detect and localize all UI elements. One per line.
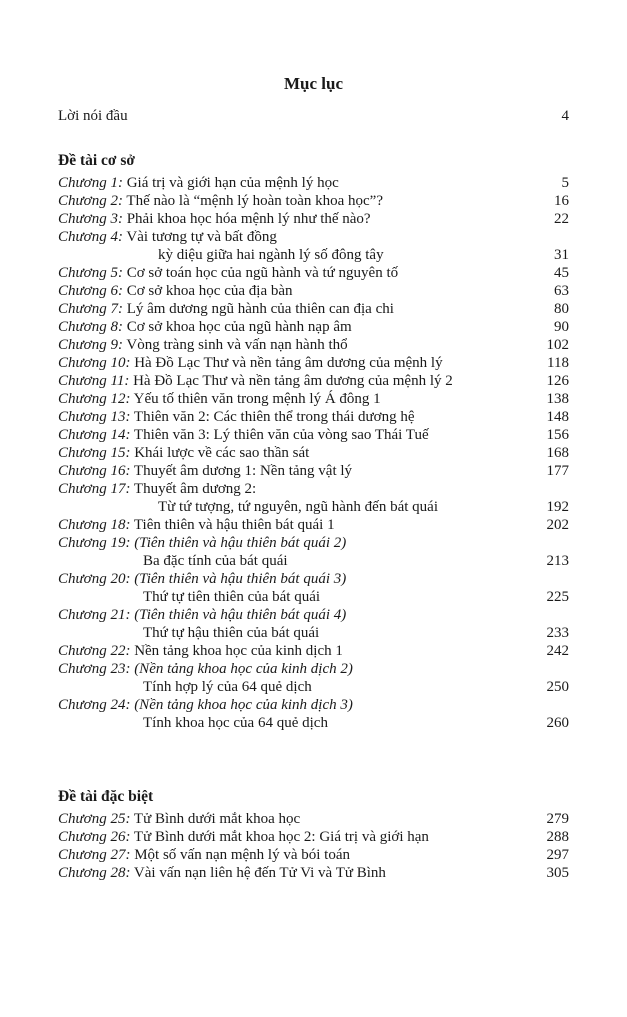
chapter-page: 45 <box>554 265 569 281</box>
chapter-number: Chương 12: <box>58 391 131 407</box>
chapter-number: Chương 22: <box>58 643 131 659</box>
toc-entry <box>58 372 569 390</box>
chapter-title: (Tiên thiên và hậu thiên bát quái 3) <box>134 571 347 587</box>
chapter-title: Lý âm dương ngũ hành của thiên can địa chi <box>126 301 394 317</box>
chapter-page: 138 <box>546 391 569 407</box>
toc-entry <box>58 210 569 228</box>
chapter-number: Chương 25: <box>58 811 131 827</box>
toc-entry <box>58 660 569 678</box>
chapter-page: 31 <box>554 247 569 263</box>
foreword-entry <box>58 107 569 125</box>
chapter-page: 16 <box>554 193 569 209</box>
toc-entry <box>58 426 569 444</box>
chapter-number: Chương 18: <box>58 517 131 533</box>
toc-entry <box>58 810 569 828</box>
chapter-title: Thiên văn 2: Các thiên thể trong thái dương hệ <box>133 409 415 425</box>
chapter-title: Tiên thiên và hậu thiên bát quái 1 <box>133 517 335 533</box>
chapter-number: Chương 6: <box>58 283 123 299</box>
toc-entry <box>58 864 569 882</box>
chapter-title: Cơ sở khoa học của ngũ hành nạp âm <box>126 319 352 335</box>
toc-entry-continuation <box>58 498 569 516</box>
chapter-number: Chương 26: <box>58 829 131 845</box>
chapter-number: Chương 1: <box>58 175 123 191</box>
chapter-title: Tử Bình dưới mắt khoa học <box>133 811 301 827</box>
toc-entry <box>58 300 569 318</box>
chapter-number: Chương 17: <box>58 481 131 497</box>
toc-entry <box>58 534 569 552</box>
section-heading-special: Đề tài đặc biệt <box>58 788 154 805</box>
chapter-page: 22 <box>554 211 569 227</box>
chapter-title: Thuyết âm dương 1: Nền tảng vật lý <box>133 463 353 479</box>
toc-entry <box>58 570 569 588</box>
toc-entry-continuation <box>58 714 569 732</box>
chapter-title: (Nền tảng khoa học của kinh dịch 3) <box>134 697 353 713</box>
chapter-title: (Tiên thiên và hậu thiên bát quái 4) <box>134 607 347 623</box>
toc-entry <box>58 696 569 714</box>
chapter-number: Chương 9: <box>58 337 123 353</box>
chapter-page: 5 <box>561 175 569 191</box>
chapter-title: Thiên văn 3: Lý thiên văn của vòng sao Thái Tuế <box>133 427 429 443</box>
chapter-title: Hà Đồ Lạc Thư và nền tảng âm dương của mệnh lý 2 <box>133 373 453 389</box>
page-title: Mục lục <box>283 74 344 93</box>
toc-entry-continuation <box>58 588 569 606</box>
toc-entry <box>58 828 569 846</box>
chapter-number: Chương 14: <box>58 427 131 443</box>
section-heading-basic: Đề tài cơ sở <box>58 152 135 169</box>
toc-entry <box>58 282 569 300</box>
chapter-page: 148 <box>546 409 569 425</box>
chapter-title: Khái lược về các sao thần sát <box>134 445 310 461</box>
chapter-title: Vòng tràng sinh và vấn nạn hành thổ <box>126 337 348 353</box>
toc-entry-continuation <box>58 246 569 264</box>
chapter-number: Chương 20: <box>58 571 131 587</box>
chapter-number: Chương 13: <box>58 409 131 425</box>
chapter-number: Chương 21: <box>58 607 131 623</box>
foreword-label: Lời nói đầu <box>58 108 128 124</box>
toc-entry <box>58 480 569 498</box>
chapter-number: Chương 3: <box>58 211 123 227</box>
chapter-page: 192 <box>546 499 569 515</box>
chapter-title: Cơ sở toán học của ngũ hành và tứ nguyên tố <box>126 265 399 281</box>
toc-entry <box>58 408 569 426</box>
chapter-page: 90 <box>554 319 569 335</box>
chapter-number: Chương 11: <box>58 373 130 389</box>
chapter-number: Chương 27: <box>58 847 131 863</box>
chapter-title: Cơ sở khoa học của địa bàn <box>126 283 293 299</box>
chapter-page: 177 <box>546 463 569 479</box>
chapter-page: 242 <box>546 643 569 659</box>
chapter-title: Hà Đồ Lạc Thư và nền tảng âm dương của mệnh lý <box>134 355 443 371</box>
chapter-subtitle: Tính hợp lý của 64 quẻ dịch <box>143 679 312 695</box>
chapter-title: Yếu tố thiên văn trong mệnh lý Á đông 1 <box>133 391 381 407</box>
chapter-number: Chương 4: <box>58 229 123 245</box>
chapter-page: 156 <box>546 427 569 443</box>
chapter-number: Chương 15: <box>58 445 131 461</box>
chapter-number: Chương 24: <box>58 697 131 713</box>
chapter-page: 168 <box>546 445 569 461</box>
toc-entry <box>58 444 569 462</box>
chapter-subtitle: kỳ diệu giữa hai ngành lý số đông tây <box>158 247 384 263</box>
chapter-title: (Nền tảng khoa học của kinh dịch 2) <box>134 661 353 677</box>
chapter-page: 305 <box>546 865 569 881</box>
chapter-page: 260 <box>546 715 569 731</box>
chapter-page: 213 <box>546 553 569 569</box>
toc-entry <box>58 642 569 660</box>
toc-entry <box>58 516 569 534</box>
toc-entry <box>58 336 569 354</box>
chapter-page: 250 <box>546 679 569 695</box>
chapter-page: 202 <box>546 517 569 533</box>
chapter-subtitle: Ba đặc tính của bát quái <box>143 553 288 569</box>
chapter-page: 279 <box>546 811 569 827</box>
toc-entry <box>58 192 569 210</box>
chapter-number: Chương 7: <box>58 301 123 317</box>
chapter-title: Thế nào là “mệnh lý hoàn toàn khoa học”? <box>126 193 383 209</box>
chapter-page: 126 <box>546 373 569 389</box>
chapter-number: Chương 19: <box>58 535 131 551</box>
toc-entry <box>58 846 569 864</box>
toc-entry <box>58 318 569 336</box>
chapter-page: 297 <box>546 847 569 863</box>
chapter-number: Chương 2: <box>58 193 123 209</box>
toc-entry-continuation <box>58 624 569 642</box>
chapter-subtitle: Thứ tự tiên thiên của bát quái <box>143 589 321 605</box>
chapter-subtitle: Thứ tự hậu thiên của bát quái <box>143 625 320 641</box>
chapter-page: 63 <box>554 283 569 299</box>
chapter-page: 102 <box>546 337 569 353</box>
toc-entry <box>58 174 569 192</box>
foreword-page: 4 <box>561 108 569 124</box>
chapter-page: 80 <box>554 301 569 317</box>
chapter-number: Chương 16: <box>58 463 131 479</box>
chapter-title: Giá trị và giới hạn của mệnh lý học <box>126 175 339 191</box>
chapter-number: Chương 23: <box>58 661 131 677</box>
toc-entry <box>58 606 569 624</box>
toc-entry <box>58 462 569 480</box>
chapter-title: Phải khoa học hóa mệnh lý như thế nào? <box>126 211 371 227</box>
toc-entry <box>58 354 569 372</box>
toc-entry-continuation <box>58 552 569 570</box>
chapter-title: Vài tương tự và bất đồng <box>126 229 277 245</box>
chapter-title: Tử Bình dưới mắt khoa học 2: Giá trị và giới hạn <box>133 829 429 845</box>
toc-entry <box>58 390 569 408</box>
chapter-subtitle: Từ tứ tượng, tứ nguyên, ngũ hành đến bát quái <box>158 499 438 515</box>
toc-entry-continuation <box>58 678 569 696</box>
chapter-number: Chương 10: <box>58 355 131 371</box>
chapter-page: 288 <box>546 829 569 845</box>
chapter-title: Vài vấn nạn liên hệ đến Tử Vi và Tử Bình <box>133 865 386 881</box>
chapter-subtitle: Tính khoa học của 64 quẻ dịch <box>143 715 328 731</box>
chapter-title: Một số vấn nạn mệnh lý và bói toán <box>134 847 350 863</box>
chapter-title: (Tiên thiên và hậu thiên bát quái 2) <box>134 535 347 551</box>
chapter-page: 225 <box>546 589 569 605</box>
toc-entry <box>58 228 569 246</box>
chapter-number: Chương 8: <box>58 319 123 335</box>
chapter-number: Chương 5: <box>58 265 123 281</box>
chapter-title: Thuyết âm dương 2: <box>133 481 257 497</box>
toc-entry <box>58 264 569 282</box>
chapter-number: Chương 28: <box>58 865 131 881</box>
chapter-page: 118 <box>547 355 569 371</box>
chapter-title: Nền tảng khoa học của kinh dịch 1 <box>134 643 343 659</box>
chapter-page: 233 <box>546 625 569 641</box>
